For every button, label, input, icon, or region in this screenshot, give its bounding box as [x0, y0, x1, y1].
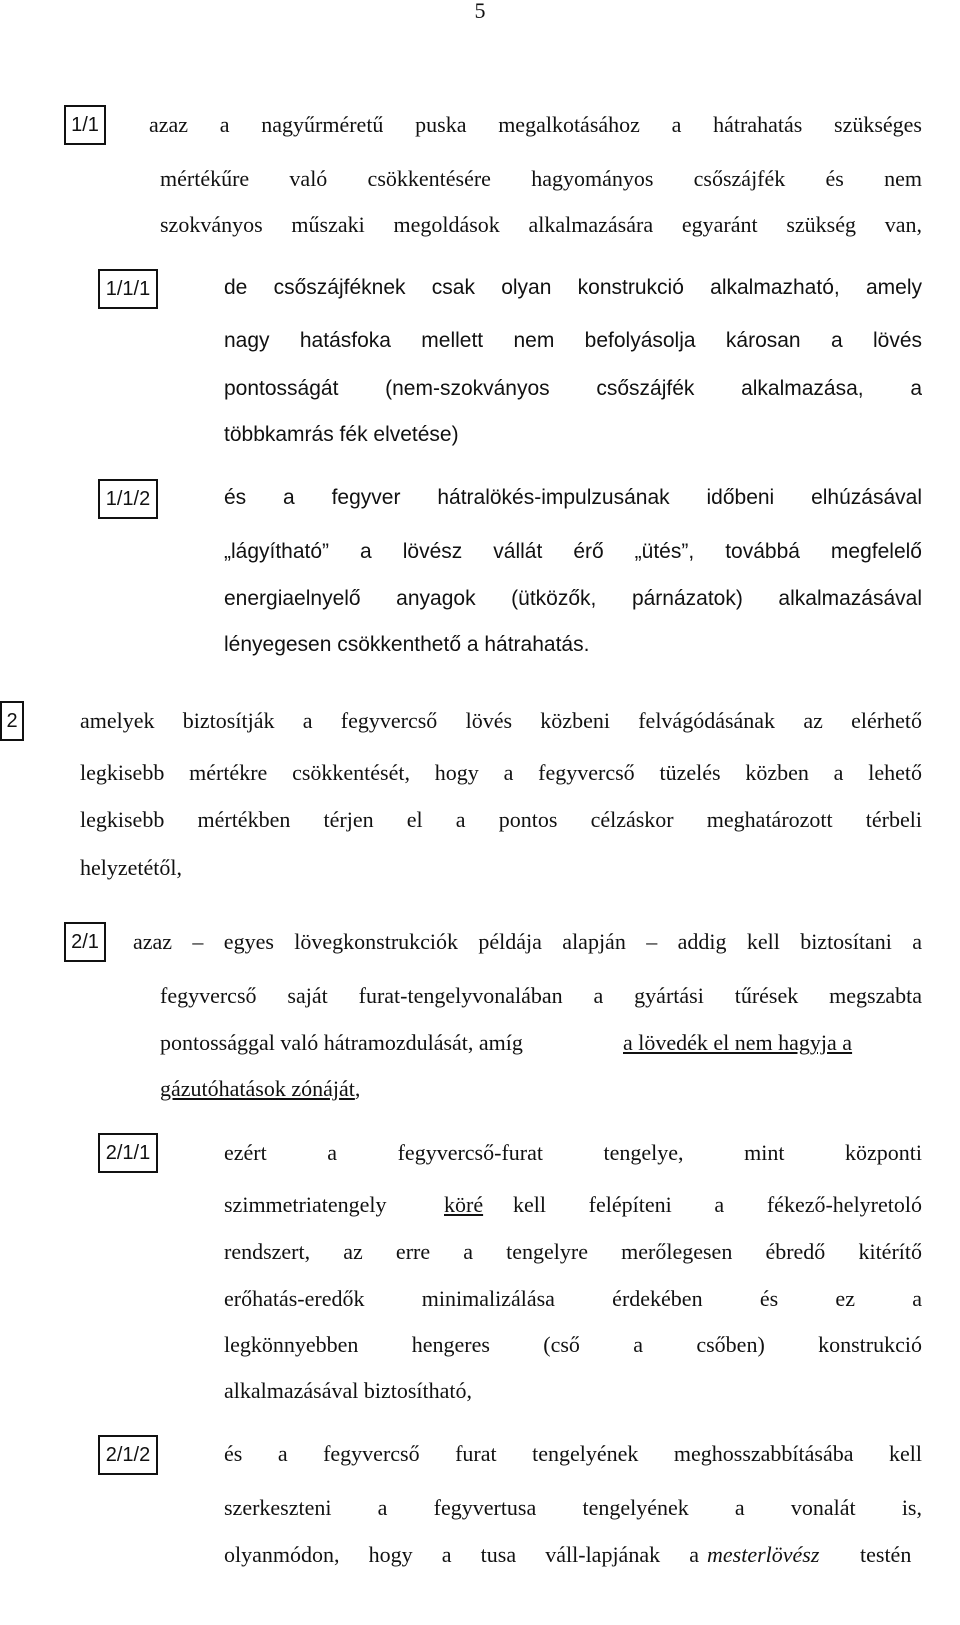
- section-label-1-1-1: 1/1/1: [98, 269, 158, 309]
- underlined-text: a lövedék el nem hagyja a: [623, 1030, 853, 1055]
- text-line: lényegesen csökkenthető a hátrahatás.: [224, 633, 590, 656]
- text-line: azaz – egyes lövegkonstrukciók példája alapján – addig kell biztosítani a: [133, 929, 922, 954]
- text-line: legkönnyebben hengeres (cső a csőben) konstrukció: [224, 1332, 922, 1357]
- text-line: mértékűre való csökkentésére hagyományos csőszájfék és nem: [160, 166, 922, 191]
- text-segment: testén: [860, 1542, 912, 1567]
- text-line: helyzetétől,: [80, 855, 183, 880]
- text-line: szerkeszteni a fegyvertusa tengelyének a vonalát is,: [224, 1495, 922, 1520]
- text-line: energiaelnyelő anyagok (ütközők, párnázatok) alkalmazásával: [224, 587, 922, 610]
- text-line: szokványos műszaki megoldások alkalmazására egyaránt szükség van,: [160, 212, 922, 237]
- section-label-2: 2: [0, 701, 24, 741]
- text-segment: pontossággal való hátramozdulását, amíg: [160, 1030, 523, 1055]
- text-line: legkisebb mértékben térjen el a pontos célzáskor meghatározott térbeli: [80, 807, 922, 832]
- section-label-2-1-1: 2/1/1: [98, 1133, 158, 1173]
- page-number: 5: [474, 0, 486, 23]
- text-line: rendszert, az erre a tengelyre merőlegesen ébredő kitérítő: [224, 1239, 922, 1264]
- section-label-2-1-2: 2/1/2: [98, 1435, 158, 1475]
- section-label-1-1: 1/1: [64, 105, 106, 145]
- section-label-2-1: 2/1: [64, 922, 106, 962]
- text-line: [160, 1030, 523, 1056]
- underlined-text: köré: [444, 1192, 484, 1217]
- text-line: és a fegyver hátralökés-impulzusának időbeni elhúzásával: [224, 486, 922, 509]
- underlined-text: gázutóhatások zónáját: [160, 1076, 355, 1101]
- text-segment: kell felépíteni a fékező-helyretoló: [513, 1192, 922, 1217]
- text-line: pontosságát (nem-szokványos csőszájfék alkalmazása, a: [224, 377, 922, 400]
- text-line: legkisebb mértékre csökkentését, hogy a fegyvercső tüzelés közben a lehető: [80, 760, 922, 785]
- text-line: többkamrás fék elvetése): [224, 423, 459, 446]
- text-line: azaz a nagyűrméretű puska megalkotásához a hátrahatás szükséges: [149, 112, 922, 137]
- text-segment: szimmetriatengely: [224, 1192, 387, 1217]
- text-line: erőhatás-eredők minimalizálása érdekében és ez a: [224, 1286, 922, 1311]
- section-label-1-1-2: 1/1/2: [98, 479, 158, 519]
- text-line: fegyvercső saját furat-tengelyvonalában a gyártási tűrések megszabta: [160, 983, 922, 1008]
- text-line: [160, 1076, 360, 1102]
- text-line: de csőszájféknek csak olyan konstrukció alkalmazható, amely: [224, 276, 922, 299]
- text-line: amelyek biztosítják a fegyvercső lövés közbeni felvágódásának az elérhető: [80, 708, 922, 733]
- text-line: ezért a fegyvercső-furat tengelye, mint központi: [224, 1140, 922, 1165]
- text-segment: ,: [354, 1076, 361, 1101]
- text-line: nagy hatásfoka mellett nem befolyásolja károsan a lövés: [224, 329, 922, 352]
- italic-text: mesterlövész: [707, 1542, 820, 1567]
- text-line: „lágyítható” a lövész vállát érő „ütés”, továbbá megfelelő: [224, 540, 922, 563]
- text-segment: olyanmódon, hogy a tusa váll-lapjának a: [224, 1542, 699, 1567]
- text-line: alkalmazásával biztosítható,: [224, 1378, 473, 1403]
- text-line: és a fegyvercső furat tengelyének meghosszabbításába kell: [224, 1441, 922, 1466]
